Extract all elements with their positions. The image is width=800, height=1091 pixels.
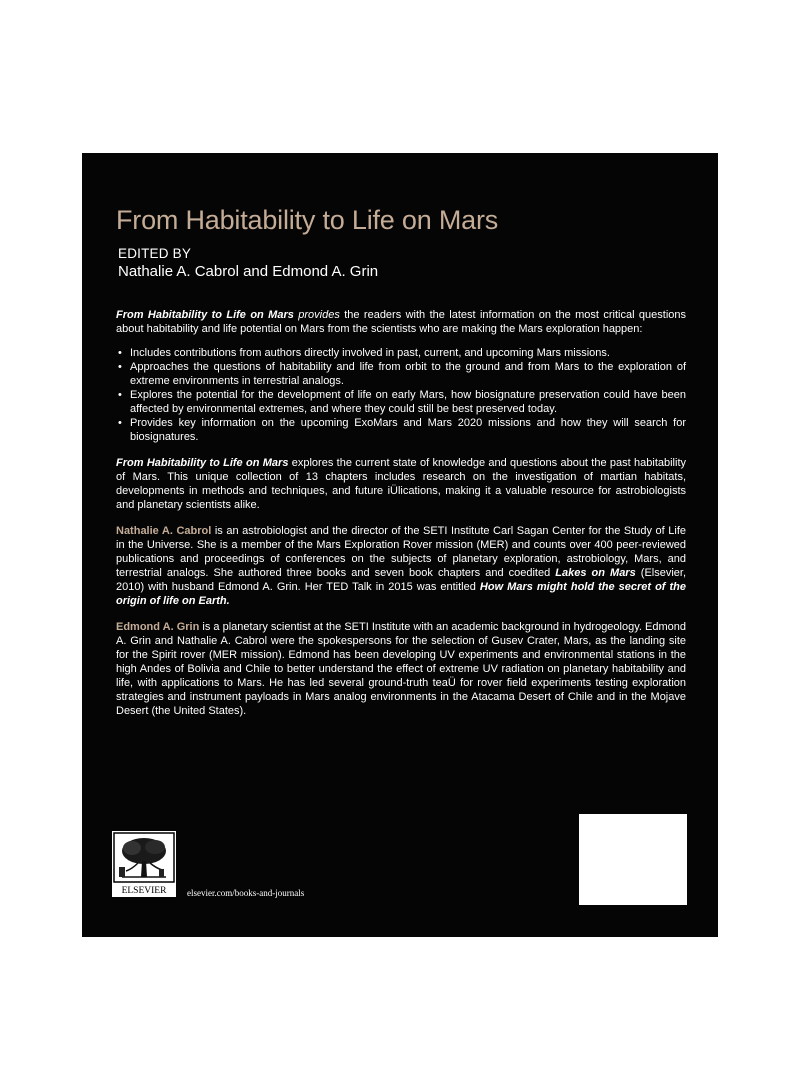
bio-cabrol-talk: How Mars might hold the secret of the origin of life on Earth. [116, 581, 686, 607]
bio-cabrol-text2: (Elsevier, 2010) with husband Edmond A. Grin. Her TED Talk in 2015 was entitled [116, 567, 687, 593]
feature-list [116, 346, 686, 444]
intro-text: the readers with the latest information on the most critical questions about habitability and life potential on Mars from the scientists who are making the Mars exploration happen: [116, 309, 686, 335]
feature-item: • Includes contributions from authors directly involved in past, current, and upcoming Mars missions. [130, 346, 686, 360]
bio-cabrol-book: Lakes on Mars [555, 567, 636, 579]
edited-by-label: EDITED BY [118, 246, 192, 261]
summary-title-ref: From Habitability to Life on Mars [116, 457, 289, 469]
back-cover [82, 153, 718, 937]
elsevier-tree-icon [112, 831, 176, 897]
feature-item: • Explores the potential for the development of life on early Mars, how biosignature preservation could have been affected by environmental extremes, and where they could still be best preserved today. [130, 388, 686, 416]
bio-grin [116, 620, 686, 718]
bio-grin-name: Edmond A. Grin [116, 621, 200, 633]
editors-names: Nathalie A. Cabrol and Edmond A. Grin [118, 263, 379, 280]
intro-provides: provides [298, 309, 340, 321]
summary-paragraph [116, 456, 686, 512]
summary-text: explores the current state of knowledge and questions about the past habitability of Mars. This unique collection of 13 chapters includes research on the investigation of martian habitats, developments in methods and techniques, and future iÜlications, making it a valuable resource for astrobiologists and planetary scientists alike. [116, 457, 687, 511]
feature-item: • Provides key information on the upcoming ExoMars and Mars 2020 missions and how they will search for biosignatures. [130, 416, 686, 444]
bio-cabrol-text1: is an astrobiologist and the director of the SETI Institute Carl Sagan Center for the Study of Life in the Universe. She is a member of the Mars Exploration Rover mission (MER) and counts over 400 peer-reviewed publications and proceedings of conferences on the subjects of planetary exploration, astrobiology, Mars, and terrestrial analogs. She authored three books and seven book chapters and coedited [116, 525, 686, 579]
book-title: From Habitability to Life on Mars [116, 205, 499, 235]
barcode-area [579, 814, 687, 905]
bio-cabrol-name: Nathalie A. Cabrol [116, 525, 212, 537]
elsevier-logo [112, 831, 176, 897]
feature-item: • Approaches the questions of habitability and life from orbit to the ground and from Mars to the exploration of extreme environments in terrestrial analogs. [130, 360, 686, 388]
bio-grin-text: is a planetary scientist at the SETI Institute with an academic background in hydrogeology. Edmond A. Grin and Nathalie A. Cabrol were the spokespersons for the selection of Gusev Crater, Mars, as the landing site for the Spirit rover (MER mission). Edmond has been developing UV experiments and environmental stations in the high Andes of Bolivia and Chile to better understand the effect of extreme UV radiation on planetary habitability and life, with applications to Mars. He has led several ground-truth teaÜ for rover field experiments testing exploration strategies and instrument payloads in Mars analog environments in the Atacama Desert of Chile and in the Mojave Desert (the United States). [116, 621, 687, 717]
publisher-name: ELSEVIER [121, 886, 167, 896]
bio-cabrol [116, 524, 686, 608]
intro-title-ref: From Habitability to Life on Mars [116, 309, 294, 321]
cover-text [116, 308, 686, 718]
intro-paragraph [116, 308, 686, 336]
publisher-url[interactable]: elsevier.com/books-and-journals [187, 888, 305, 898]
